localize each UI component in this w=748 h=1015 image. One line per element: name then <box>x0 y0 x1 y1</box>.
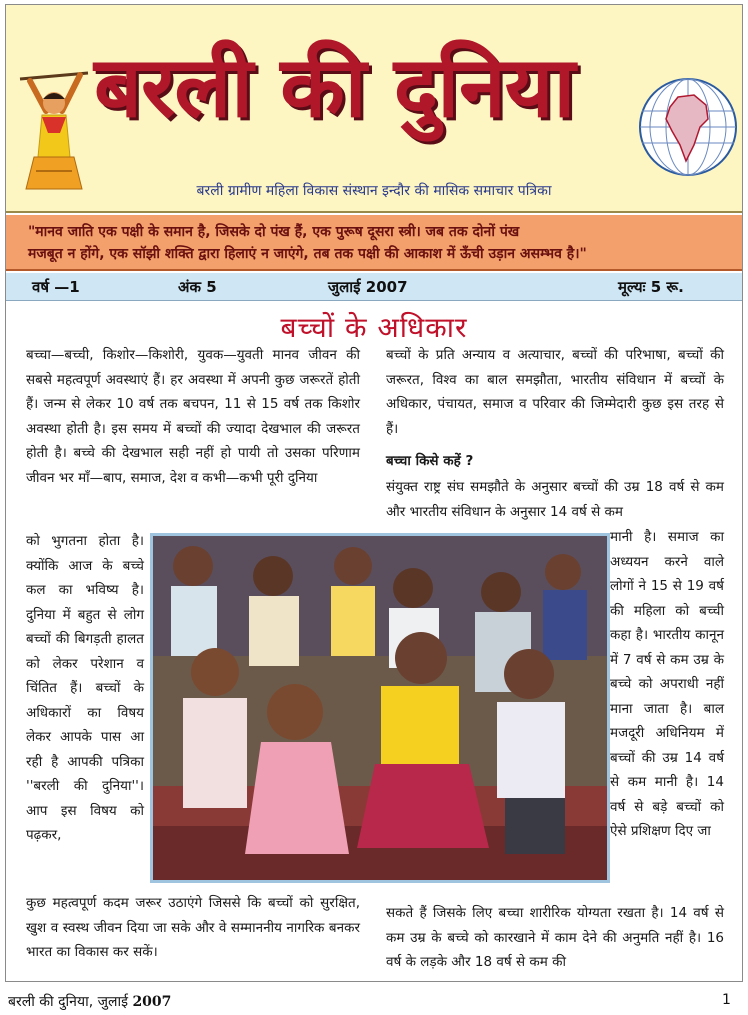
masthead-title: बरली की दुनिया <box>94 37 575 136</box>
article-headline: बच्चों के अधिकार <box>280 311 468 344</box>
issue-bar <box>6 273 742 301</box>
quote-line-2: मजबूत न होंगे, एक सॉझी शक्ति द्वारा हिलाएं न जाएंगे, तब तक पक्षी की आकाश में ऊँची उड़ान असम्भव है।" <box>28 246 587 262</box>
masthead-subtitle: बरली ग्रामीण महिला विकास संस्थान इन्दौर की मासिक समाचार पत्रिका <box>196 183 552 199</box>
children-photo <box>150 533 610 883</box>
page-footer <box>8 992 171 1011</box>
issue-month: जुलाई 2007 <box>328 278 408 296</box>
page-number: 1 <box>722 992 731 1008</box>
newsletter-page <box>5 4 743 982</box>
article-right-mid: संयुक्त राष्ट्र संघ समझौते के अनुसार बच्चों की उम्र 18 वर्ष से कम और भारतीय संविधान के अनुसार 14 वर्ष से कम <box>386 479 724 520</box>
issue-year: वर्ष —1 <box>32 278 80 296</box>
article-right-narrow: मानी है। समाज का अध्ययन करने वाले लोगों ने 15 से 19 वर्ष की महिला को बच्ची कहा है। भारतीय कानून में 7 वर्ष से कम उम्र के बच्चे को अपराधी नहीं माना जाता है। बाल मजदूरी अधिनियम में बच्चों की उम्र 14 वर्ष से कम मानी है। 14 वर्ष से बड़े बच्चों को ऐसे प्रशिक्षण दिए जा <box>610 529 724 839</box>
article-subheading: बच्चा किसे कहें ? <box>386 453 474 469</box>
mascot-logo <box>16 65 92 193</box>
article-left-bottom: कुछ महत्वपूर्ण कदम जरूर उठाएंगे जिससे कि बच्चों को सुरक्षित, खुश व स्वस्थ जीवन दिया जा सके और वे सम्माननीय नागरिक बनकर भारत का विकास कर सकें। <box>26 895 360 960</box>
masthead <box>6 5 742 213</box>
photo-illustration <box>153 536 607 880</box>
article-right-bottom: सकते हैं जिसके लिए बच्चा शारीरिक योग्यता रखता है। 14 वर्ष से कम उम्र के बच्चे को कारखाने में काम देने की अनुमति नहीं है। 16 वर्ष के लड़के और 18 वर्ष से कम की <box>386 905 724 970</box>
globe-logo <box>636 75 740 179</box>
issue-number: अंक 5 <box>178 278 217 296</box>
footer-year: 2007 <box>132 994 172 1010</box>
article-left-top: बच्चा—बच्ची, किशोर—किशोरी, युवक—युवती मानव जीवन की सबसे महत्वपूर्ण अवस्थाएं हैं। हर अवस्था में अपनी कुछ जरूरतें होती हैं। जन्म से लेकर 10 वर्ष तक बचपन, 11 से 15 वर्ष तक किशोर अवस्था होती है। इस समय में बच्चों की ज्यादा देखभाल की जरूरत होती है। बच्चे की देखभाल सही नहीं हो पायी तो उसका परिणाम जीवन भर माँ—बाप, समाज, देश व कभी—कभी पूरी दुनिया <box>26 347 360 486</box>
issue-price: मूल्यः 5 रू. <box>618 278 684 296</box>
quote-band <box>6 215 742 271</box>
article-right-top: बच्चों के प्रति अन्याय व अत्याचार, बच्चों की परिभाषा, बच्चों की जरूरत, विश्व का बाल समझौता, भारतीय संविधान में बच्चों के अधिकार, पंचायत, समाज व परिवार की जिम्मेदारी कुछ इस तरह से हैं। <box>386 347 724 437</box>
quote-line-1: "मानव जाति एक पक्षी के समान है, जिसके दो पंख हैं, एक पुरूष दूसरा स्त्री। जब तक दोनों पंख <box>28 224 520 240</box>
footer-name: बरली की दुनिया, जुलाई <box>8 994 128 1010</box>
article-left-narrow: को भुगतना होता है। क्योंकि आज के बच्चे कल का भविष्य है। दुनिया में बहुत से लोग बच्चों की बिगड़ती हालत को लेकर परेशान व चिंतित हैं। बच्चों के अधिकारों का विषय लेकर आपके पास आ रही है आपकी पत्रिका ''बरली की दुनिया''। आप इस विषय को पढ़कर, <box>26 533 144 843</box>
